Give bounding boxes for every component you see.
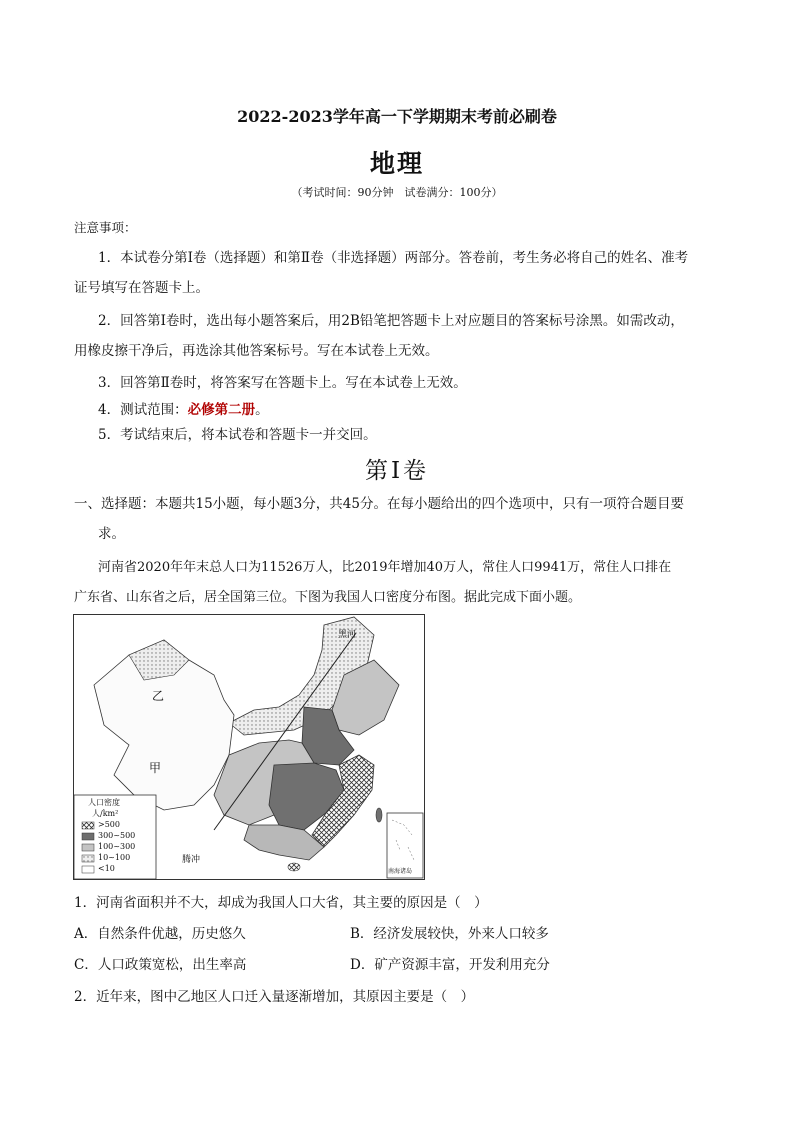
region-south [244, 825, 324, 860]
note-5: 5．考试结束后，将本试卷和答题卡一并交回。 [98, 427, 377, 443]
note-1-line-1: 1．本试卷分第Ⅰ卷（选择题）和第Ⅱ卷（非选择题）两部分。答卷前，考生务必将自己的姓名、准考 [98, 250, 689, 266]
legend-label-300-500: 300~500 [98, 831, 136, 840]
note-4 [98, 400, 269, 420]
note-1-line-2: 证号填写在答题卡上。 [74, 280, 209, 296]
label-yi: 乙 [152, 689, 165, 703]
legend-label-10-100: 10~100 [98, 853, 131, 862]
question-1-option-d: D．矿产资源丰富，开发利用充分 [350, 957, 550, 973]
passage-line-2: 广东省、山东省之后，居全国第三位。下图为我国人口密度分布图。据此完成下面小题。 [74, 590, 582, 605]
note-2-line-2: 用橡皮擦干净后，再选涂其他答案标号。写在本试卷上无效。 [74, 343, 439, 359]
legend-title: 人口密度 [88, 798, 120, 807]
note-4-suffix: 。 [255, 402, 269, 418]
passage-line-1: 河南省2020年年末总人口为11526万人，比2019年增加40万人，常住人口9941万，常住人口排在 [98, 560, 672, 575]
legend-label-100-300: 100~300 [98, 842, 136, 851]
paper-title: 2022-2023学年高一下学期期末考前必刷卷 [237, 107, 557, 126]
legend-swatch-gt500 [82, 822, 94, 829]
legend-label-lt10: <10 [98, 864, 115, 873]
legend-unit: 人/km² [92, 809, 119, 818]
label-jia: 甲 [149, 761, 162, 775]
label-tengchong: 腾冲 [182, 855, 201, 865]
hainan [288, 863, 300, 871]
exam-info: （考试时间：90分钟 试卷满分：100分） [291, 186, 503, 199]
part1-instructions-line-2: 求。 [98, 526, 125, 542]
legend-swatch-300-500 [82, 833, 94, 840]
note-3: 3．回答第Ⅱ卷时，将答案写在答题卡上。写在本试卷上无效。 [98, 375, 467, 391]
section-title: 第Ⅰ卷 [364, 458, 430, 484]
note-4-prefix: 4．测试范围： [98, 402, 188, 418]
question-1-option-c: C．人口政策宽松，出生率高 [74, 957, 247, 973]
test-scope: 必修第二册 [187, 402, 256, 418]
question-1-option-a: A．自然条件优越，历史悠久 [74, 926, 246, 942]
legend-swatch-10-100 [82, 855, 94, 862]
legend-label-gt500: >500 [98, 820, 120, 829]
question-1-option-b: B．经济发展较快，外来人口较多 [350, 926, 549, 942]
population-density-map [73, 614, 425, 880]
legend-swatch-100-300 [82, 844, 94, 851]
notes-heading: 注意事项： [74, 220, 137, 235]
label-heihe: 黑河 [338, 630, 357, 640]
note-2-line-1: 2．回答第Ⅰ卷时，选出每小题答案后，用2B铅笔把答题卡上对应题目的答案标号涂黑。如需改动， [98, 313, 684, 329]
subject-title: 地理 [369, 149, 424, 178]
question-2: 2．近年来，图中乙地区人口迁入量逐渐增加，其原因主要是（ ） [74, 989, 475, 1005]
label-inset: 南海诸岛 [388, 868, 413, 875]
taiwan [376, 808, 382, 822]
question-1: 1．河南省面积并不大，却成为我国人口大省，其主要的原因是（ ） [74, 895, 488, 911]
part1-instructions-line-1: 一、选择题：本题共15小题，每小题3分，共45分。在每小题给出的四个选项中，只有一项符合题目要 [74, 496, 684, 512]
legend-swatch-lt10 [82, 866, 94, 873]
